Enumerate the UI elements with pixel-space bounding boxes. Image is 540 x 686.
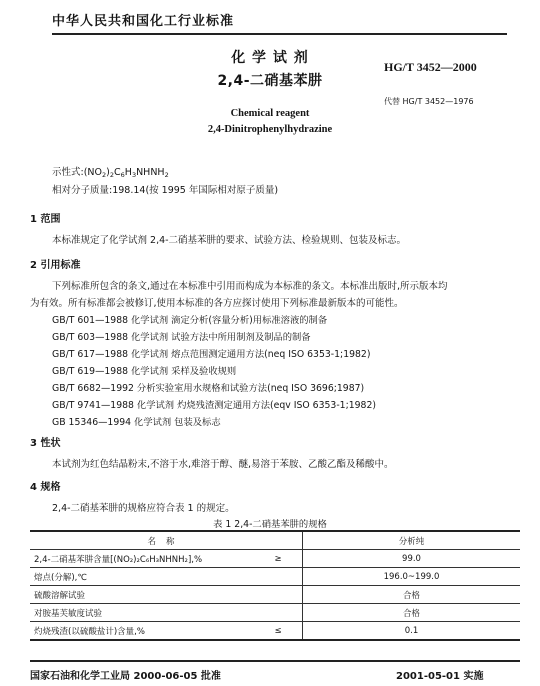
reference-standard: GB/T 9741—1988 化学试剂 灼烧残渣测定通用方法(eqv ISO 6353-1;1982) [52, 400, 377, 411]
row-name: 对胺基芙敏度试验 [30, 604, 254, 622]
replaces-note: 代替 HG/T 3452—1976 [384, 97, 474, 106]
title-en-line-2: 2,4-Dinitrophenylhydrazine [207, 124, 333, 135]
standard-category-title: 中华人民共和国化工行业标准 [52, 14, 235, 29]
table-header-row [30, 531, 520, 550]
specification-text: 2,4-二硝基苯肼的规格应符合表 1 的规定。 [52, 503, 235, 514]
implementation-date: 2001-05-01 实施 [396, 671, 484, 682]
formula-part: NHNH [136, 167, 165, 178]
section-heading-references: 2 引用标准 [30, 260, 81, 271]
title-cn-line-2: 2,4-二硝基苯肼 [217, 73, 323, 89]
row-operator [254, 568, 303, 586]
formula-subscript: 2 [102, 171, 107, 179]
formula-label: 示性式: [52, 167, 84, 178]
row-value: 合格 [303, 604, 521, 622]
header-rule [52, 33, 507, 35]
section-heading-properties: 3 性状 [30, 438, 61, 449]
reference-standard: GB/T 6682—1992 分析实验室用水规格和试验方法(neq ISO 3696;1987) [52, 383, 365, 394]
title-cn-line-1: 化 学 试 剂 [231, 50, 309, 66]
table-row [30, 550, 520, 568]
row-value: 0.1 [303, 622, 521, 641]
table-row [30, 622, 520, 641]
column-header-grade: 分析纯 [303, 531, 521, 550]
row-value: 196.0~199.0 [303, 568, 521, 586]
row-name: 熔点(分解),℃ [30, 568, 254, 586]
row-name: 2,4-二硝基苯肼含量[(NO₂)₂C₆H₃NHNH₂],% [30, 550, 254, 568]
formula-part: H [124, 167, 132, 178]
formula-part: C [114, 167, 121, 178]
specification-table [30, 530, 520, 641]
row-name: 灼烧残渣(以硫酸盐计)含量,% [30, 622, 254, 641]
section-heading-specification: 4 规格 [30, 482, 61, 493]
reference-standard: GB/T 601—1988 化学试剂 滴定分析(容量分析)用标准溶液的制备 [52, 315, 328, 326]
column-header-name: 名称 [30, 531, 303, 550]
references-intro-line-2: 为有效。所有标准都会被修订,使用本标准的各方应探讨使用下列标准最新版本的可能性。 [30, 298, 404, 309]
formula-part: (NO [83, 167, 102, 178]
row-value: 99.0 [303, 550, 521, 568]
formula-part: ) [106, 167, 110, 178]
formula-subscript: 2 [164, 171, 169, 179]
reference-standard: GB/T 603—1988 化学试剂 试验方法中所用制剂及制品的制备 [52, 332, 311, 343]
table-caption: 表 1 2,4-二硝基苯肼的规格 [213, 519, 327, 530]
molecular-weight: 相对分子质量:198.14(按 1995 年国际相对原子质量) [52, 185, 279, 196]
table-row [30, 568, 520, 586]
title-en-line-1: Chemical reagent [230, 108, 310, 119]
standard-code: HG/T 3452—2000 [384, 60, 477, 74]
row-name: 硫酸溶解试验 [30, 586, 254, 604]
structural-formula [52, 164, 169, 178]
footer-rule [30, 660, 520, 662]
row-operator: ≤ [254, 622, 303, 641]
row-operator [254, 586, 303, 604]
references-intro-line-1: 下列标准所包含的条文,通过在本标准中引用而构成为本标准的条文。本标准出版时,所示版本均 [52, 281, 448, 292]
section-heading-scope: 1 范围 [30, 214, 61, 225]
row-value: 合格 [303, 586, 521, 604]
reference-standard: GB 15346—1994 化学试剂 包装及标志 [52, 417, 221, 428]
reference-standard: GB/T 617—1988 化学试剂 熔点范围测定通用方法(neq ISO 6353-1;1982) [52, 349, 371, 360]
formula-subscript: 2 [109, 171, 114, 179]
issue-note: 国家石油和化学工业局 2000-06-05 批准 [30, 671, 221, 682]
row-operator: ≥ [254, 550, 303, 568]
reference-standard: GB/T 619—1988 化学试剂 采样及验收规则 [52, 366, 237, 377]
row-operator [254, 604, 303, 622]
table-row [30, 604, 520, 622]
table-row [30, 586, 520, 604]
formula-subscript: 3 [131, 171, 137, 179]
scope-text: 本标准规定了化学试剂 2,4-二硝基苯肼的要求、试验方法、检验规则、包装及标志。 [52, 235, 407, 246]
formula-subscript: 6 [120, 171, 125, 179]
properties-text: 本试剂为红色结晶粉末,不溶于水,难溶于醇、醚,易溶于苯胺、乙酸乙酯及稀酸中。 [52, 459, 394, 470]
